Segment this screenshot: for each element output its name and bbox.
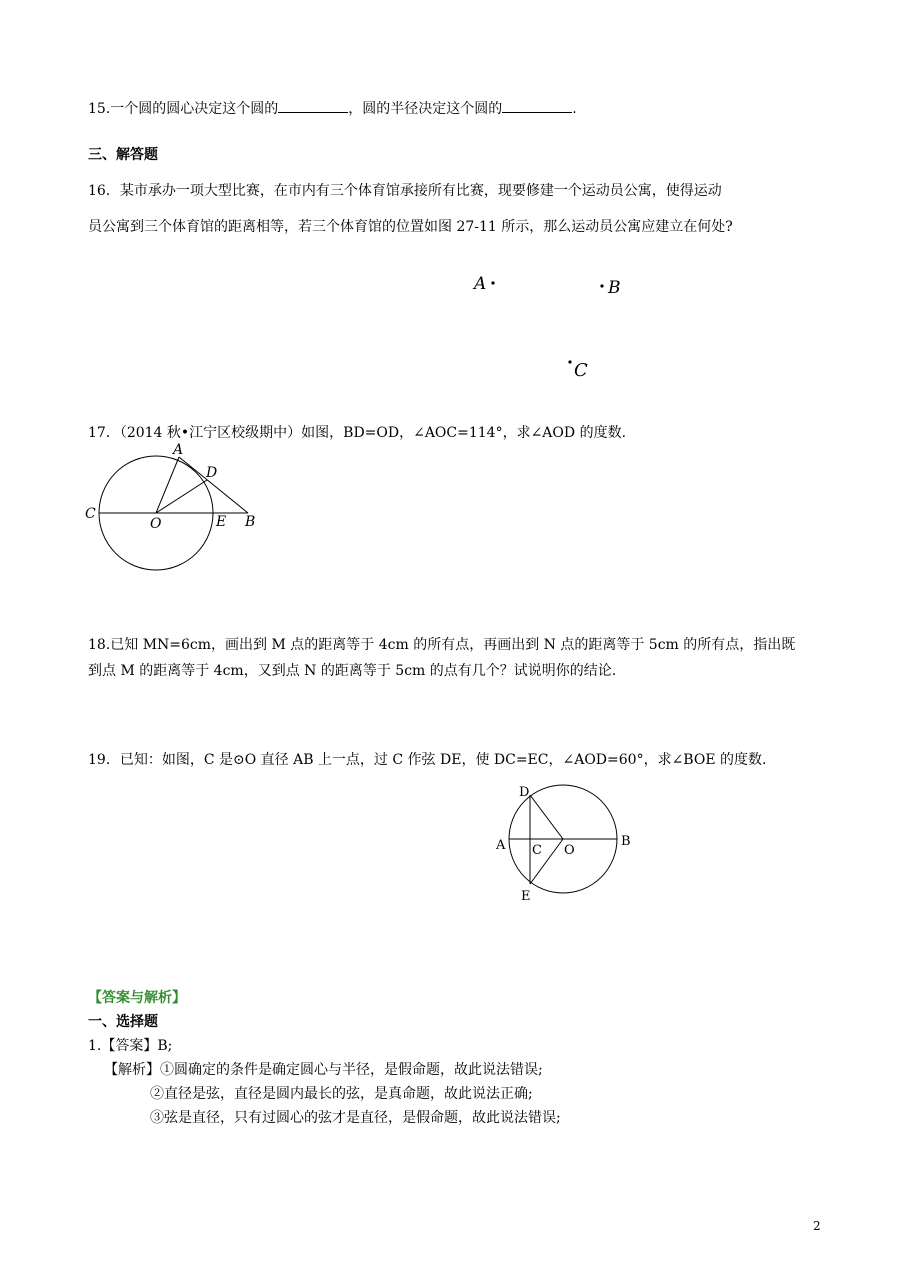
q16-point-b-label: B — [608, 278, 621, 298]
q19-label-a: A — [496, 838, 506, 853]
q18-line-2: 到点 M 的距离等于 4cm，又到点 N 的距离等于 5cm 的点有几个？试说明你的结论. — [88, 663, 617, 679]
q16-point-b — [600, 284, 603, 287]
q17-label-d: D — [206, 465, 218, 481]
q16-point-c — [568, 360, 571, 363]
q19-label-d: D — [519, 785, 530, 800]
q18-line-1: 18.已知 MN=6cm，画出到 M 点的距离等于 4cm 的所有点，再画出到 N 点的距离等于 5cm 的所有点，指出既 — [88, 637, 796, 653]
q19-label-e: E — [521, 889, 531, 904]
q17-label-e: E — [216, 514, 227, 530]
answer-1-analysis-3: ③弦是直径，只有过圆心的弦才是直径，是假命题，故此说法错误; — [150, 1110, 561, 1126]
q16-figure — [460, 265, 640, 385]
q17-segment-od — [156, 480, 207, 513]
q17-text: 17．（2014 秋•江宁区校级期中）如图，BD=OD，∠AOC=114°，求∠AOD 的度数. — [88, 425, 627, 441]
q16-point-c-label: C — [574, 360, 588, 381]
q19-text: 19．已知：如图，C 是⊙O 直径 AB 上一点，过 C 作弦 DE，使 DC=EC，∠AOD=60°，求∠BOE 的度数. — [88, 752, 767, 768]
q16-line-1: 16．某市承办一项大型比赛，在市内有三个体育馆承接所有比赛，现要修建一个运动员公寓，使得运动 — [88, 183, 722, 199]
q16-point-a-label: A — [474, 274, 487, 294]
q17-label-a: A — [173, 442, 184, 458]
q19-figure — [490, 780, 640, 910]
section-3-heading: 三、解答题 — [88, 147, 158, 163]
q19-label-c: C — [532, 843, 542, 858]
q17-label-c: C — [85, 506, 96, 522]
q17-segment-oa — [156, 457, 179, 513]
q15-blank-2 — [502, 98, 572, 113]
answer-1-analysis-1: 【解析】①圆确定的条件是确定圆心与半径，是假命题，故此说法错误; — [104, 1062, 543, 1078]
q16-point-a — [491, 281, 494, 284]
q15-blank-1 — [278, 98, 348, 113]
q19-label-o: O — [564, 843, 575, 858]
answers-heading: 【答案与解析】 — [88, 990, 186, 1006]
q17-label-o: O — [150, 516, 162, 532]
page-number: 2 — [813, 1219, 821, 1233]
answers-section-1: 一、选择题 — [88, 1014, 158, 1030]
question-15 — [88, 98, 577, 119]
q19-segment-od — [530, 795, 563, 839]
q17-figure — [80, 440, 270, 580]
q16-line-2: 员公寓到三个体育馆的距离相等，若三个体育馆的位置如图 27-11 所示，那么运动员公寓应建立在何处? — [88, 219, 733, 235]
q17-label-b: B — [245, 514, 256, 530]
q15-text-2: ，圆的半径决定这个圆的 — [348, 101, 503, 117]
answer-1: 1.【答案】B; — [88, 1038, 173, 1054]
answer-1-analysis-2: ②直径是弦，直径是圆内最长的弦，是真命题，故此说法正确; — [150, 1086, 533, 1102]
q15-text-1: 15.一个圆的圆心决定这个圆的 — [88, 101, 279, 117]
q19-label-b: B — [621, 834, 631, 849]
q15-text-3: . — [572, 101, 577, 117]
